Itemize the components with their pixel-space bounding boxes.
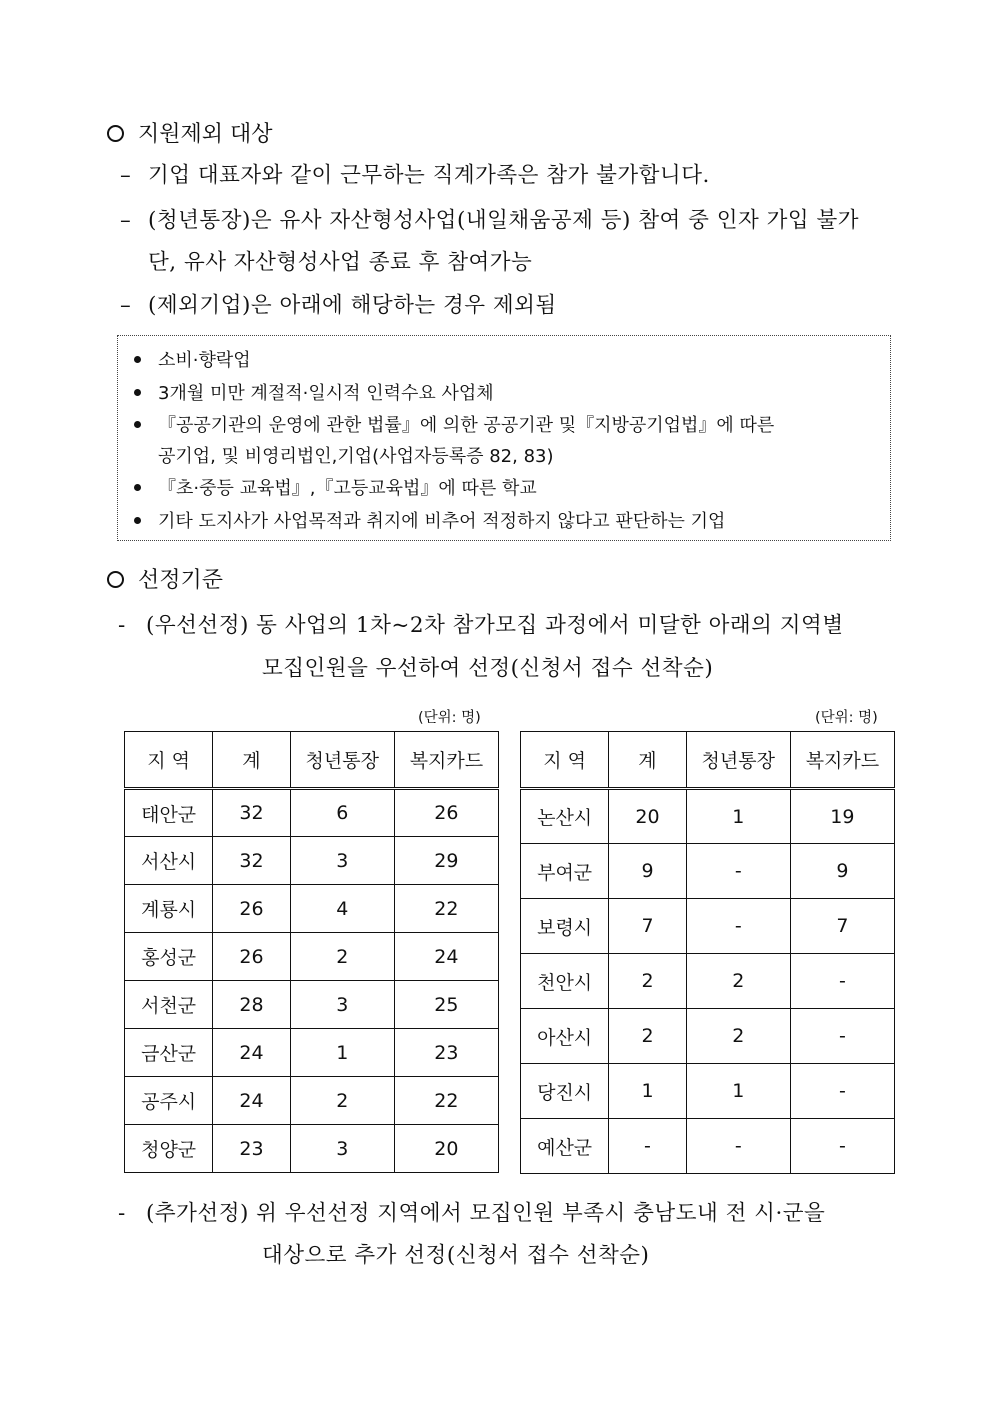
count-cell: 24 bbox=[394, 933, 498, 981]
count-cell: - bbox=[686, 899, 790, 954]
exclusion-line-2: – (청년통장)은 유사 자산형성사업(내일채움공제 등) 참여 중 인자 가입 불가 bbox=[120, 208, 860, 233]
box-list-item: 소비·향락업 bbox=[134, 346, 251, 372]
region-name-cell: 태안군 bbox=[125, 789, 213, 837]
count-cell: 20 bbox=[394, 1125, 498, 1173]
count-cell: 3 bbox=[290, 1125, 394, 1173]
table-row bbox=[125, 981, 499, 1029]
table-row bbox=[125, 933, 499, 981]
additional-selection-line-continued: 대상으로 추가 선정(신청서 접수 선착순) bbox=[262, 1243, 650, 1268]
box-list-item: 『초·중등 교육법』,『고등교육법』에 따른 학교 bbox=[134, 474, 537, 500]
region-name-cell: 서산시 bbox=[125, 837, 213, 885]
hollow-circle-bullet-icon bbox=[107, 571, 124, 588]
table-row bbox=[125, 885, 499, 933]
hollow-circle-bullet-icon bbox=[107, 125, 124, 142]
table-row bbox=[521, 789, 895, 844]
unit-label-left: (단위: 명) bbox=[418, 710, 481, 726]
count-cell: - bbox=[790, 1064, 894, 1119]
dot-bullet-icon bbox=[134, 389, 141, 396]
exclusion-line-3: – (제외기업)은 아래에 해당하는 경우 제외됨 bbox=[120, 293, 557, 318]
count-cell: 26 bbox=[213, 933, 290, 981]
count-cell: 1 bbox=[290, 1029, 394, 1077]
unit-label-right: (단위: 명) bbox=[815, 710, 878, 726]
count-cell: 26 bbox=[394, 789, 498, 837]
count-cell: 7 bbox=[609, 899, 686, 954]
exclusion-line-1: – 기업 대표자와 같이 근무하는 직계가족은 참가 불가합니다. bbox=[120, 163, 710, 188]
region-name-cell: 서천군 bbox=[125, 981, 213, 1029]
table-row bbox=[521, 1064, 895, 1119]
box-list-item: 『공공기관의 운영에 관한 법률』에 의한 공공기관 및『지방공기업법』에 따른 bbox=[134, 411, 774, 437]
count-cell: 2 bbox=[686, 1009, 790, 1064]
region-name-cell: 홍성군 bbox=[125, 933, 213, 981]
count-cell: - bbox=[686, 844, 790, 899]
header-total: 계 bbox=[609, 732, 686, 789]
additional-selection-line: - (추가선정) 위 우선선정 지역에서 모집인원 부족시 충남도내 전 시·군을 bbox=[118, 1201, 826, 1226]
count-cell: - bbox=[790, 954, 894, 1009]
count-cell: 24 bbox=[213, 1077, 290, 1125]
count-cell: 2 bbox=[290, 933, 394, 981]
region-name-cell: 보령시 bbox=[521, 899, 609, 954]
box-list-item: 기타 도지사가 사업목적과 취지에 비추어 적정하지 않다고 판단하는 기업 bbox=[134, 507, 725, 533]
count-cell: 28 bbox=[213, 981, 290, 1029]
region-name-cell: 천안시 bbox=[521, 954, 609, 1009]
count-cell: 3 bbox=[290, 837, 394, 885]
header-welfare-card: 복지카드 bbox=[790, 732, 894, 789]
table-row bbox=[125, 1077, 499, 1125]
region-name-cell: 금산군 bbox=[125, 1029, 213, 1077]
count-cell: 1 bbox=[609, 1064, 686, 1119]
table-row bbox=[521, 844, 895, 899]
box-list-item-continued: 공기업, 및 비영리법인,기업(사업자등록증 82, 83) bbox=[158, 446, 554, 467]
excluded-companies-box bbox=[117, 335, 891, 541]
region-name-cell: 예산군 bbox=[521, 1119, 609, 1174]
section-heading-criteria: 선정기준 bbox=[107, 563, 223, 594]
count-cell: 2 bbox=[609, 1009, 686, 1064]
count-cell: 22 bbox=[394, 1077, 498, 1125]
count-cell: 9 bbox=[790, 844, 894, 899]
count-cell: 22 bbox=[394, 885, 498, 933]
header-youth-account: 청년통장 bbox=[290, 732, 394, 789]
count-cell: 9 bbox=[609, 844, 686, 899]
count-cell: - bbox=[686, 1119, 790, 1174]
count-cell: 26 bbox=[213, 885, 290, 933]
header-total: 계 bbox=[213, 732, 290, 789]
dot-bullet-icon bbox=[134, 484, 141, 491]
dot-bullet-icon bbox=[134, 356, 141, 363]
count-cell: 2 bbox=[290, 1077, 394, 1125]
count-cell: - bbox=[790, 1119, 894, 1174]
box-list-item: 3개월 미만 계절적·일시적 인력수요 사업체 bbox=[134, 379, 494, 405]
count-cell: 1 bbox=[686, 789, 790, 844]
table-row bbox=[521, 1119, 895, 1174]
count-cell: 7 bbox=[790, 899, 894, 954]
count-cell: 25 bbox=[394, 981, 498, 1029]
right-region-table bbox=[520, 731, 895, 1174]
count-cell: 20 bbox=[609, 789, 686, 844]
count-cell: 19 bbox=[790, 789, 894, 844]
count-cell: 23 bbox=[394, 1029, 498, 1077]
region-name-cell: 계룡시 bbox=[125, 885, 213, 933]
priority-selection-line-continued: 모집인원을 우선하여 선정(신청서 접수 선착순) bbox=[262, 656, 714, 681]
count-cell: 1 bbox=[686, 1064, 790, 1119]
count-cell: 3 bbox=[290, 981, 394, 1029]
count-cell: 2 bbox=[609, 954, 686, 1009]
count-cell: 2 bbox=[686, 954, 790, 1009]
table-row bbox=[125, 837, 499, 885]
region-name-cell: 공주시 bbox=[125, 1077, 213, 1125]
count-cell: 32 bbox=[213, 789, 290, 837]
section-heading-exclusions: 지원제외 대상 bbox=[107, 117, 273, 148]
table-row bbox=[521, 954, 895, 1009]
table-row bbox=[125, 1029, 499, 1077]
table-row bbox=[125, 1125, 499, 1173]
region-name-cell: 당진시 bbox=[521, 1064, 609, 1119]
region-name-cell: 논산시 bbox=[521, 789, 609, 844]
count-cell: 32 bbox=[213, 837, 290, 885]
table-row bbox=[521, 899, 895, 954]
dot-bullet-icon bbox=[134, 517, 141, 524]
dot-bullet-icon bbox=[134, 421, 141, 428]
region-name-cell: 아산시 bbox=[521, 1009, 609, 1064]
left-region-table bbox=[124, 731, 499, 1173]
header-region: 지 역 bbox=[125, 732, 213, 789]
header-welfare-card: 복지카드 bbox=[394, 732, 498, 789]
count-cell: 6 bbox=[290, 789, 394, 837]
table-row bbox=[125, 789, 499, 837]
region-name-cell: 청양군 bbox=[125, 1125, 213, 1173]
count-cell: 24 bbox=[213, 1029, 290, 1077]
header-youth-account: 청년통장 bbox=[686, 732, 790, 789]
table-row bbox=[521, 1009, 895, 1064]
count-cell: - bbox=[609, 1119, 686, 1174]
count-cell: 23 bbox=[213, 1125, 290, 1173]
count-cell: 29 bbox=[394, 837, 498, 885]
priority-selection-line: - (우선선정) 동 사업의 1차~2차 참가모집 과정에서 미달한 아래의 지역별 bbox=[118, 613, 844, 638]
count-cell: - bbox=[790, 1009, 894, 1064]
exclusion-line-2-continued: 단, 유사 자산형성사업 종료 후 참여가능 bbox=[148, 250, 533, 275]
count-cell: 4 bbox=[290, 885, 394, 933]
region-name-cell: 부여군 bbox=[521, 844, 609, 899]
header-region: 지 역 bbox=[521, 732, 609, 789]
